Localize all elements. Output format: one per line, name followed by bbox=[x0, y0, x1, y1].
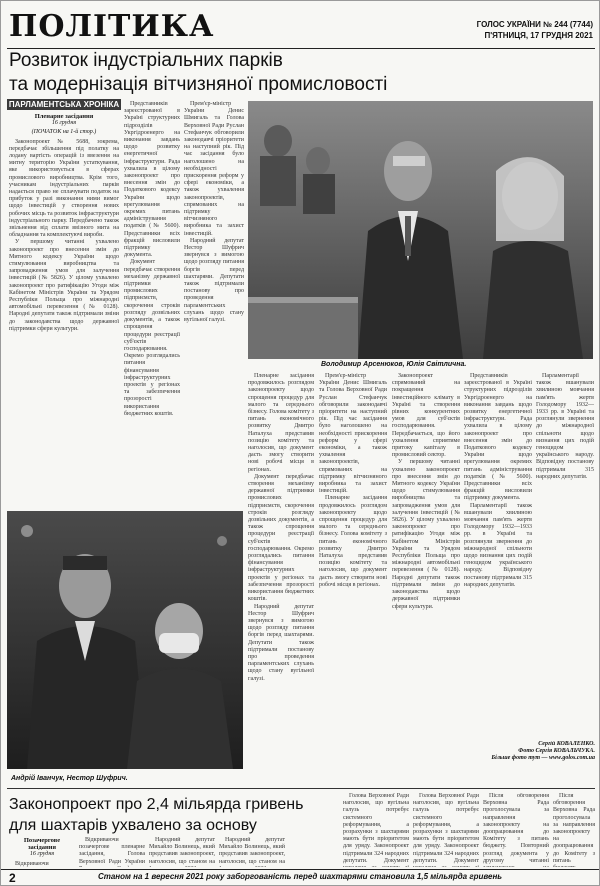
headline-1 bbox=[9, 49, 593, 97]
article-2-column-3 bbox=[149, 837, 215, 867]
page-number: 2 bbox=[9, 871, 16, 885]
article-1-column-8 bbox=[536, 373, 594, 743]
article-1-signature bbox=[463, 741, 595, 781]
article-1-column-5 bbox=[319, 373, 387, 773]
paragraph: Документ передбачає створення механізму державної підтримки промислових підприємств, скорочення строків розгляду дозвільних документів, а також спрощення процедури реєстрації суб'єктів господарювання. Окремо розглядались питання фінансування інфраструктурних проектів у регіонах та забезпечення прозорості використання бюджетних коштів. bbox=[124, 259, 180, 417]
session-date-2: 16 грудня bbox=[29, 851, 55, 858]
paragraph: Народний депутат Михайло Волинець, який представив законопроект, наголосив, що станом на bbox=[219, 837, 285, 865]
article-2-column-6 bbox=[413, 793, 479, 867]
paragraph: Голова Верховної Ради наголосив, що вугільна галузь потребує системного реформування, а розрахунки з шахтарями мають бути пріоритетом для уряду. Законопроект підтримали 324 народних депутати. Документ bbox=[413, 793, 479, 864]
page-header bbox=[7, 5, 595, 49]
photo-1-image bbox=[248, 101, 593, 359]
paragraph: Парламентарії також вшанували хвилиною мовчання пам'ять жертв Голодомору 1932—1933 рр. в Україні та розглянули звернення до міжнародної спільноти щодо визнання цих подій геноцидом українського народу. Відповідну постанову підтримали 315 народних депутатів. bbox=[536, 373, 594, 480]
headline-2 bbox=[9, 794, 339, 836]
issue-info bbox=[477, 19, 593, 41]
article-2-column-2 bbox=[79, 837, 145, 867]
paragraph: Законопроект спрямований на покращення інвестиційного клімату в Україні та створення рівних конкурентних умов для суб'єктів господарювання. Передбачається, що його ухвалення сприятиме притоку капіталу в промисловий сектор. bbox=[392, 373, 460, 459]
article-2-column-8 bbox=[553, 793, 595, 867]
paragraph: У першому читанні ухвалено законопроект про внесення змін до Митного кодексу України щодо стимулювання виробництва та запровадження умов для залучення інвестицій (№ 5826). У цілому ухвалено законопроект про ратифікацію Угоди між Кабінетом Міністрів України та Урядом Республіки Польща про міжнародні автомобільні перевезення (№ 0128). Народні депутати також підтримали зміни до законодавства щодо державної підтримки сфери культури. bbox=[9, 239, 119, 332]
photo-2-caption: Андрій Іванчук, Нестор Шуфрич. bbox=[11, 775, 128, 782]
newspaper-name: ГОЛОС УКРАЇНИ № 244 (7744) bbox=[476, 20, 593, 29]
article-1-column-3 bbox=[184, 101, 244, 507]
paragraph: Народний депутат Нестор Шуфрич звернувся з вимогою щодо розгляду питання боргів перед шахтарями. Депутати також підтримали постанову про проведення парламентських слухань щодо стану вугільної галузі. bbox=[248, 603, 314, 682]
paragraph: Представників зареєстрованої в Україні структурних підрозділів Укргідроенерго на виконання завдань щодо розвитку енергетичної інфраструктури. Рада ухвалила в цілому законопроект про внесення змін до Податкового кодексу України щодо врегулювання окремих питань адміністрування податків (№ 5600). Представники всіх фракцій висловили підтримку документа. bbox=[124, 101, 180, 259]
article-2-column-7 bbox=[483, 793, 549, 867]
paragraph: Парламентарії також вшанували хвилиною мовчання пам'ять жертв Голодомору 1932—1933 рр. в Україні та розглянули звернення до міжнародної спільноти щодо визнання цих подій геноцидом українського народу. Відповідну постанову підтримали 315 народних депутатів. bbox=[464, 502, 532, 588]
photo-1-caption: Володимир Арсенюков, Юлія Світлична. bbox=[321, 361, 467, 368]
paragraph: Прем'єр-міністр України Денис Шмигаль та Голова Верховної Ради Руслан Стефанчук обговорили законодавчі пріоритети на наступний рік. Під час засідання було наголошено на необхідності прискорення реформ у сфері економіки, а також ухвалення законопроектів, спрямованих на підтримку вітчизняного виробника та захист інвестицій. bbox=[184, 101, 244, 237]
article-1-column-4 bbox=[248, 373, 314, 773]
rubric-banner: ПАРЛАМЕНТСЬКА ХРОНІКА bbox=[8, 100, 120, 109]
paragraph: Законопроект № 5688, зокрема, передбачає збільшення під полатку на лодану вартість операцій із ввезення на митну територію України устаткування, яке використовується в сферах промислового виробництва. Крім того, учасникам індустріальних парків надається право не сплачувати податок на прибуток у разі виконання ними вимог щодо інвестицій у створення нових робочих місць та розвиток інфраструктури індустріального парку. Передбачено також звільнення від сплати ввізного мита на обладнання та комплектуючі вироби. bbox=[9, 138, 119, 239]
photo-parliament-hall bbox=[248, 101, 593, 359]
photo-credit-link: Більше фото тут — www.golos.com.ua bbox=[491, 755, 595, 762]
paragraph: У першому читанні ухвалено законопроект про внесення змін до Митного кодексу України щодо стимулювання виробництва та запровадження умов для залучення інвестицій (№ 5826). У цілому ухвалено законопроект про ратифікацію Угоди між Кабінетом Міністрів України та Урядом Республіки Польща про міжнародні автомобільні перевезення (№ 0128). Народні депутати також підтримали зміни до законодавства щодо державної підтримки сфери культури. bbox=[392, 459, 460, 610]
article-1-column-6 bbox=[392, 373, 460, 773]
session-heading-2: Позачергове засідання bbox=[23, 837, 61, 852]
paragraph: Народний депутат Нестор Шуфрич звернувся з вимогою щодо розгляду питання боргів перед шахтарями. Депутати також підтримали постанову про проведення парламентських слухань щодо стану вугільної галузі. bbox=[184, 237, 244, 324]
article-2-column-1 bbox=[9, 837, 75, 867]
issue-date: П'ЯТНИЦЯ, 17 ГРУДНЯ 2021 bbox=[484, 31, 593, 40]
article-1-column-2 bbox=[124, 101, 180, 507]
article-1-column-1 bbox=[9, 113, 119, 513]
footer-note: Станом на 1 вересня 2021 року заборгованість перед шахтарями становила 1,5 мільярда гривень bbox=[97, 872, 503, 881]
headline-2-line-1: Законопроект про 2,4 мільярда гривень bbox=[9, 796, 304, 813]
page-footer bbox=[1, 869, 599, 885]
headline-2-line-2: для шахтарів ухвалено за основу bbox=[9, 817, 257, 834]
paragraph: Після обговорення Верховна Рада проголосувала за направлення законопроекту на доопрацювання до Комітету з питань bbox=[553, 793, 595, 864]
article-1-column-7 bbox=[464, 373, 532, 773]
paragraph: Документ передбачає створення механізму державної підтримки промислових підприємств, скорочення строків розгляду дозвільних документів, а також спрощення процедури реєстрації суб'єктів господарювання. Окремо розглядались питання фінансування інфраструктурних проектів у регіонах та забезпечення прозорості використання бюджетних коштів. bbox=[248, 473, 314, 603]
headline-1-line-2: та модернізація вітчизняної промисловості bbox=[9, 74, 388, 95]
article-2-column-5 bbox=[343, 793, 409, 867]
paragraph: Народний депутат Михайло Волинець, який представив законопроект, наголосив, що станом на bbox=[149, 837, 215, 865]
article-2-column-4 bbox=[219, 837, 285, 867]
article-divider bbox=[7, 788, 595, 789]
session-heading: Пленарне засідання bbox=[34, 113, 94, 120]
photo-deputies bbox=[7, 511, 243, 769]
paragraph: Прем'єр-міністр України Денис Шмигаль та Голова Верховної Ради Руслан Стефанчук обговорили законодавчі пріоритети на наступний рік. Під час засідання було наголошено на необхідності прискорення реформ у сфері економіки, а також ухвалення законопроектів, спрямованих на підтримку вітчизняного виробника та захист інвестицій. bbox=[319, 373, 387, 495]
session-date: 16 грудня bbox=[51, 120, 77, 127]
author-name: Сергій КОВАЛЕНКО. bbox=[538, 741, 595, 747]
paragraph: Представників зареєстрованої в Україні структурних підрозділів Укргідроенерго на виконання завдань щодо розвитку енергетичної інфраструктури. Рада ухвалила в цілому законопроект про внесення змін до Податкового кодексу України щодо врегулювання окремих питань адміністрування податків (№ 5600). Представники всіх фракцій висловили підтримку документа. bbox=[464, 373, 532, 502]
paragraph: Відкриваючи bbox=[15, 860, 49, 867]
photo-credit: Фото Сергія КОВАЛЬЧУКА. bbox=[518, 748, 595, 755]
section-title: ПОЛІТИКА bbox=[9, 9, 215, 44]
paragraph: Відкриваючи позачергове пленарне засідання, Голова Верховної Ради України bbox=[79, 837, 145, 865]
paragraph: Пленарне засідання продовжилось розглядом законопроекту щодо спрощення процедур для малого та середнього бізнесу. Голова комітету з питань економічного розвитку Дмитро Наталуха представив позицію комітету та наголосив, що документ дасть змогу створити нові робочі місця в регіонах. bbox=[248, 373, 314, 473]
continuation-note: (ПОЧАТОК на 1-й стор.) bbox=[31, 129, 97, 136]
headline-1-line-1: Розвиток індустріальних парків bbox=[9, 50, 283, 71]
paragraph: Пленарне засідання продовжилось розглядом законопроекту щодо спрощення процедур для малого та середнього бізнесу. Голова комітету з питань економічного розвитку Дмитро Наталуха представив позицію комітету та наголосив, що документ дасть змогу створити нові робочі місця в регіонах. bbox=[319, 495, 387, 588]
photo-2-image bbox=[7, 511, 243, 769]
paragraph: Після обговорення Верховна Рада проголосувала за направлення законопроекту на доопрацювання до Комітету з питань бюджету. Повторний розгляд документа у другому читанні bbox=[483, 793, 549, 864]
paragraph: Голова Верховної Ради наголосив, що вугільна галузь потребує системного реформування, а розрахунки з шахтарями мають бути пріоритетом для уряду. Законопроект підтримали 324 народних депутати. Документ bbox=[343, 793, 409, 864]
